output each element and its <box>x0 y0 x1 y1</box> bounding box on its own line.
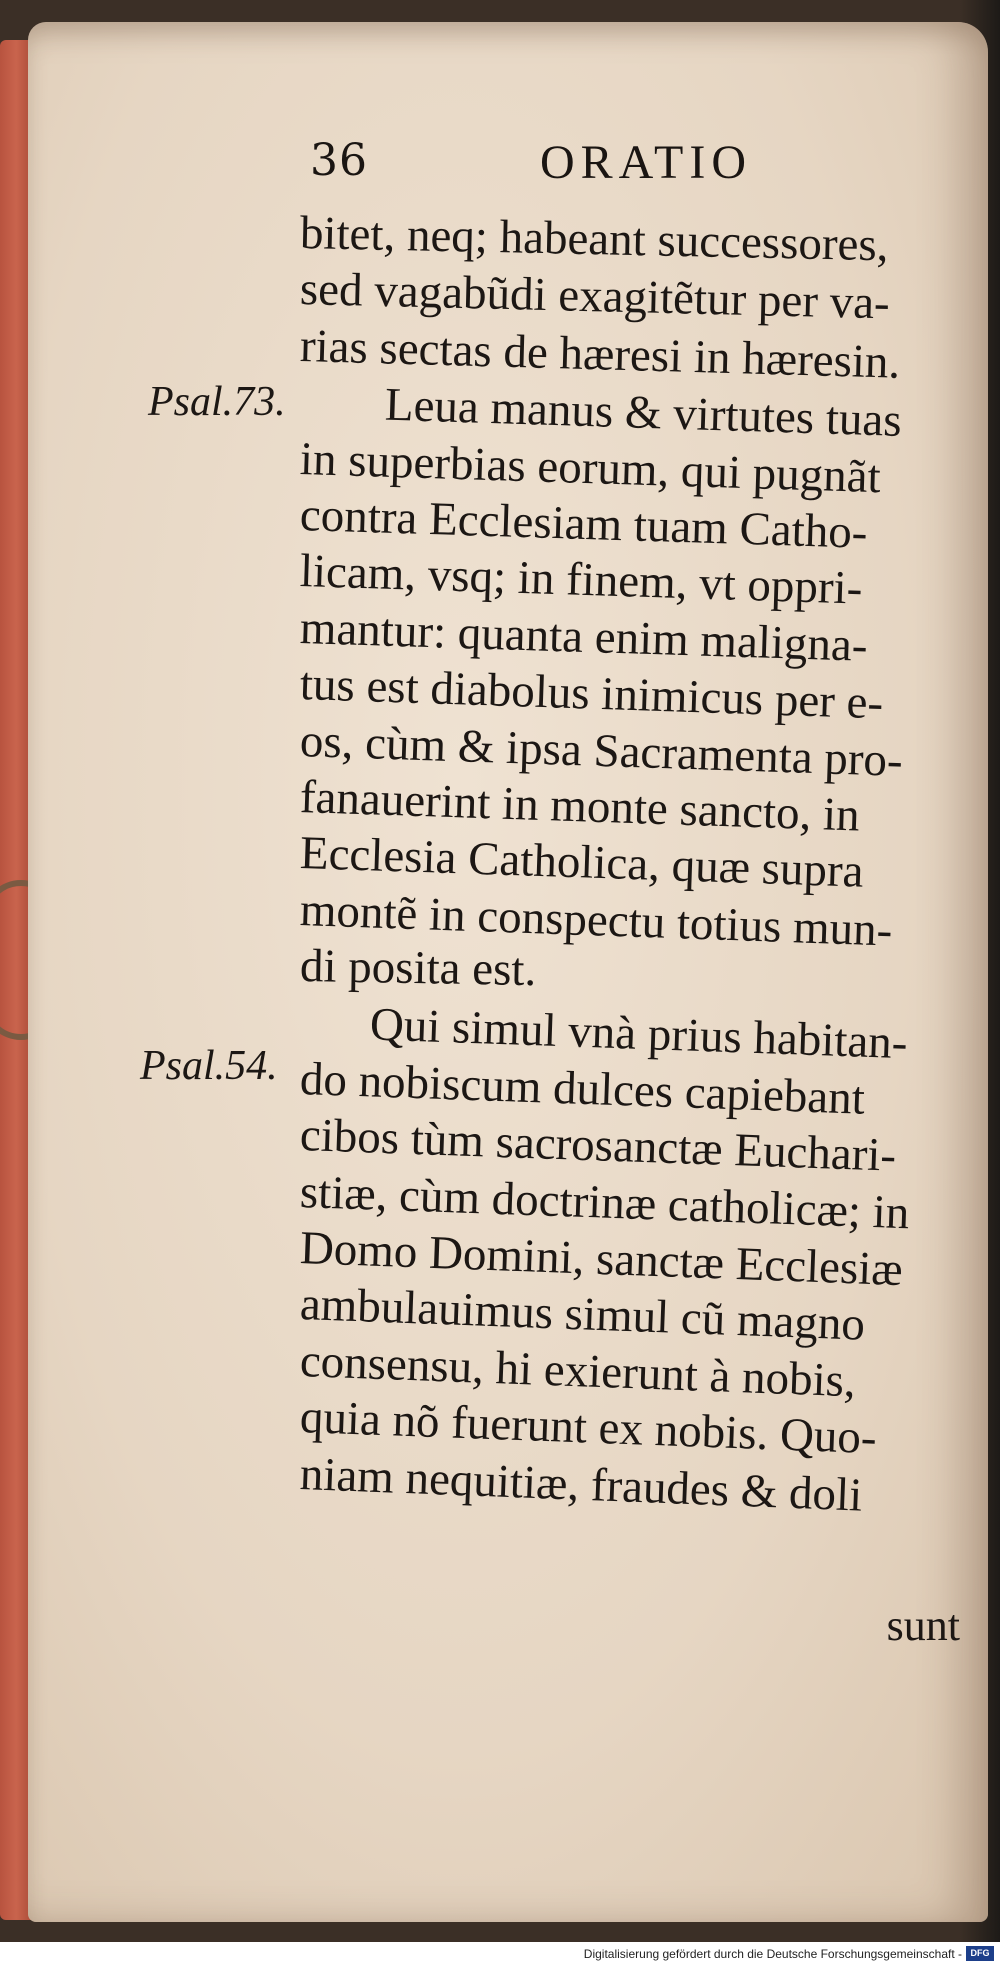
text-line: consensu, hi exierunt à nobis, <box>299 1334 857 1408</box>
text-line: cibos tùm sacrosanctæ Euchari- <box>299 1109 898 1183</box>
funding-credit: Digitalisierung gefördert durch die Deutsche Forschungsgemeinschaft - <box>583 1947 962 1961</box>
text-line: fanauerint in monte sancto, in <box>299 770 861 842</box>
text-line: stiæ, cùm doctrinæ catholicæ; in <box>299 1165 911 1239</box>
main-text <box>299 205 970 1522</box>
page-header <box>310 135 830 195</box>
text-line: Qui simul vnà prius habitan- <box>369 998 909 1070</box>
text-line: montẽ in conspectu totius mun- <box>299 883 894 957</box>
dfg-logo-icon: DFG <box>966 1946 994 1961</box>
page-number: 36 <box>310 135 368 186</box>
text-line: niam nequitiæ, fraudes & doli <box>299 1447 864 1522</box>
text-line: sed vagabũdi exagitẽtur per va- <box>299 263 891 330</box>
text-line: do nobiscum dulces capiebant <box>299 1052 866 1125</box>
text-line: rias sectas de hæresi in hæresin. <box>299 319 901 389</box>
text-line: mantur: quanta enim maligna- <box>299 601 869 672</box>
text-line: tus est diabolus inimicus per e- <box>299 658 885 730</box>
running-title: ORATIO <box>540 136 752 189</box>
text-line: ambulauimus simul cũ magno <box>299 1278 866 1352</box>
catchword: sunt <box>886 1601 960 1650</box>
text-line: Leua manus & virtutes tuas <box>384 378 903 448</box>
footer-bar <box>0 1942 1000 1964</box>
text-line: os, cùm & ipsa Sacramenta pro- <box>299 714 904 787</box>
text-line: bitet, neq; habeant successores, <box>299 207 890 272</box>
text-line: licam, vsq; in finem, vt oppri- <box>299 545 864 616</box>
margin-note-psalm-54: Psal.54. <box>140 1043 278 1089</box>
text-line: contra Ecclesiam tuam Catho- <box>299 488 869 559</box>
text-line: Domo Domini, sanctæ Ecclesiæ <box>299 1222 904 1297</box>
text-line: Ecclesia Catholica, quæ supra <box>299 827 865 898</box>
text-line: quia nõ fuerunt ex nobis. Quo- <box>299 1391 878 1465</box>
text-line: in superbias eorum, qui pugnãt <box>299 432 882 503</box>
text-line: di posita est. <box>299 940 537 997</box>
margin-note-psalm-73: Psal.73. <box>148 379 286 425</box>
